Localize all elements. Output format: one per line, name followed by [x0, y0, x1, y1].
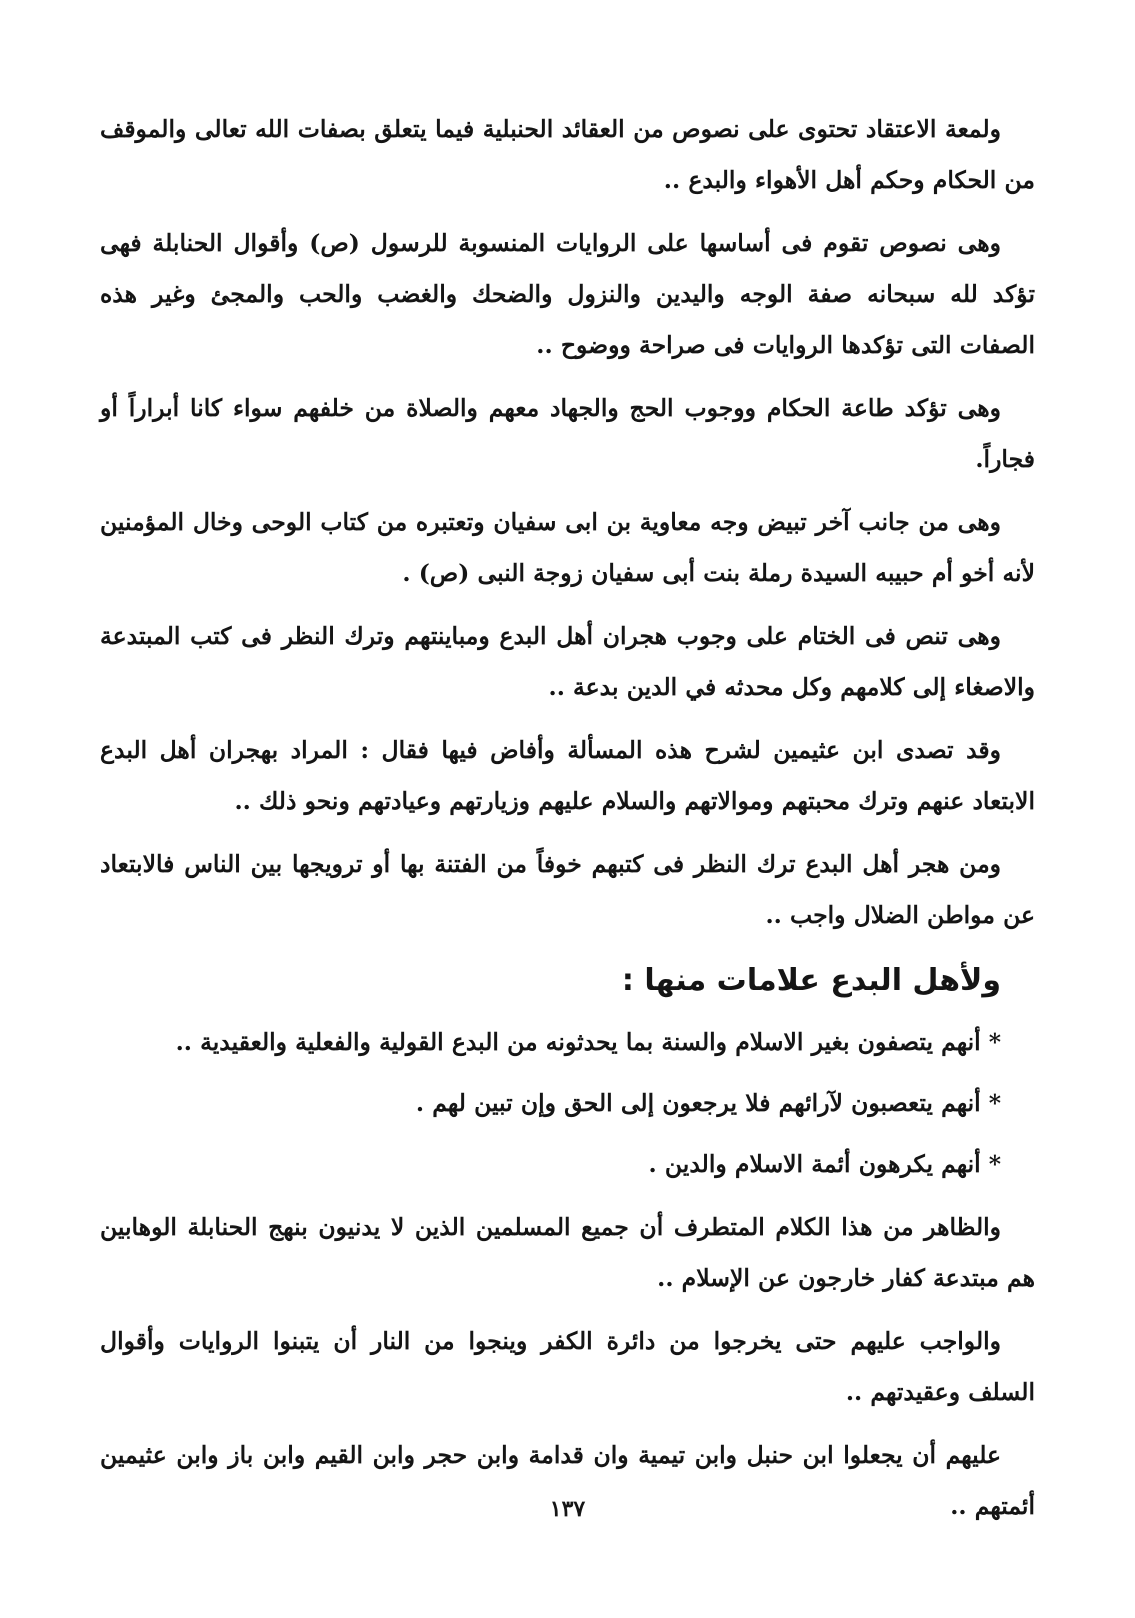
asterisk-bullet: * [988, 1089, 1001, 1117]
page-number: ١٣٧ [549, 1496, 586, 1522]
list-item [100, 1139, 1035, 1190]
asterisk-bullet: * [988, 1028, 1001, 1056]
asterisk-bullet: * [988, 1150, 1001, 1178]
list-item [100, 1078, 1035, 1129]
list-item-text: أنهم يتعصبون لآرائهم فلا يرجعون إلى الحق وإن تبين لهم . [415, 1089, 981, 1117]
paragraph: وهى نصوص تقوم فى أساسها على الروايات المنسوبة للرسول (ص) وأقوال الحنابلة فهى تؤكد لله سبحانه صفة الوجه واليدين والنزول والضحك والغضب والحب والمجئ وغير هذه الصفات التى تؤكدها الروايات فى صراحة ووضوح .. [100, 229, 1035, 359]
paragraph: عليهم أن يجعلوا ابن حنبل وابن تيمية وان قدامة وابن حجر وابن القيم وابن باز وابن عثيمين أئمتهم .. [100, 1441, 1035, 1520]
paragraph: والواجب عليهم حتى يخرجوا من دائرة الكفر وينجوا من النار أن يتبنوا الروايات وأقوال السلف وعقيدتهم .. [100, 1327, 1035, 1406]
list-item [100, 1017, 1035, 1068]
bullet-list [100, 1017, 1035, 1190]
paragraph: ولمعة الاعتقاد تحتوى على نصوص من العقائد الحنبلية فيما يتعلق بصفات الله تعالى والموقف من الحكام وحكم أهل الأهواء والبدع .. [100, 115, 1035, 194]
paragraph: ومن هجر أهل البدع ترك النظر فى كتبهم خوفاً من الفتنة بها أو ترويجها بين الناس فالابتعاد عن مواطن الضلال واجب .. [100, 850, 1035, 929]
paragraph: وهى تؤكد طاعة الحكام ووجوب الحج والجهاد معهم والصلاة من خلفهم سواء كانا أبراراً أو فجاراً. [100, 394, 1035, 473]
paragraph: وقد تصدى ابن عثيمين لشرح هذه المسألة وأفاض فيها فقال : المراد بهجران أهل البدع الابتعاد عنهم وترك محبتهم وموالاتهم والسلام عليهم وزيارتهم وعيادتهم ونحو ذلك .. [100, 736, 1035, 815]
list-item-text: أنهم يتصفون بغير الاسلام والسنة بما يحدثونه من البدع القولية والفعلية والعقيدية .. [175, 1028, 981, 1056]
paragraph: وهى تنص فى الختام على وجوب هجران أهل البدع ومباينتهم وترك النظر فى كتب المبتدعة والاصغاء إلى كلامهم وكل محدثه في الدين بدعة .. [100, 622, 1035, 701]
page-body [100, 104, 1035, 1544]
paragraph: والظاهر من هذا الكلام المتطرف أن جميع المسلمين الذين لا يدنيون بنهج الحنابلة الوهابين هم مبتدعة كفار خارجون عن الإسلام .. [100, 1213, 1035, 1292]
paragraph: وهى من جانب آخر تبيض وجه معاوية بن ابى سفيان وتعتبره من كتاب الوحى وخال المؤمنين لأنه أخو أم حبيبه السيدة رملة بنت أبى سفيان زوجة النبى (ص) . [100, 508, 1035, 587]
list-item-text: أنهم يكرهون أئمة الاسلام والدين . [648, 1150, 981, 1178]
section-heading: ولأهل البدع علامات منها : [621, 963, 1001, 998]
